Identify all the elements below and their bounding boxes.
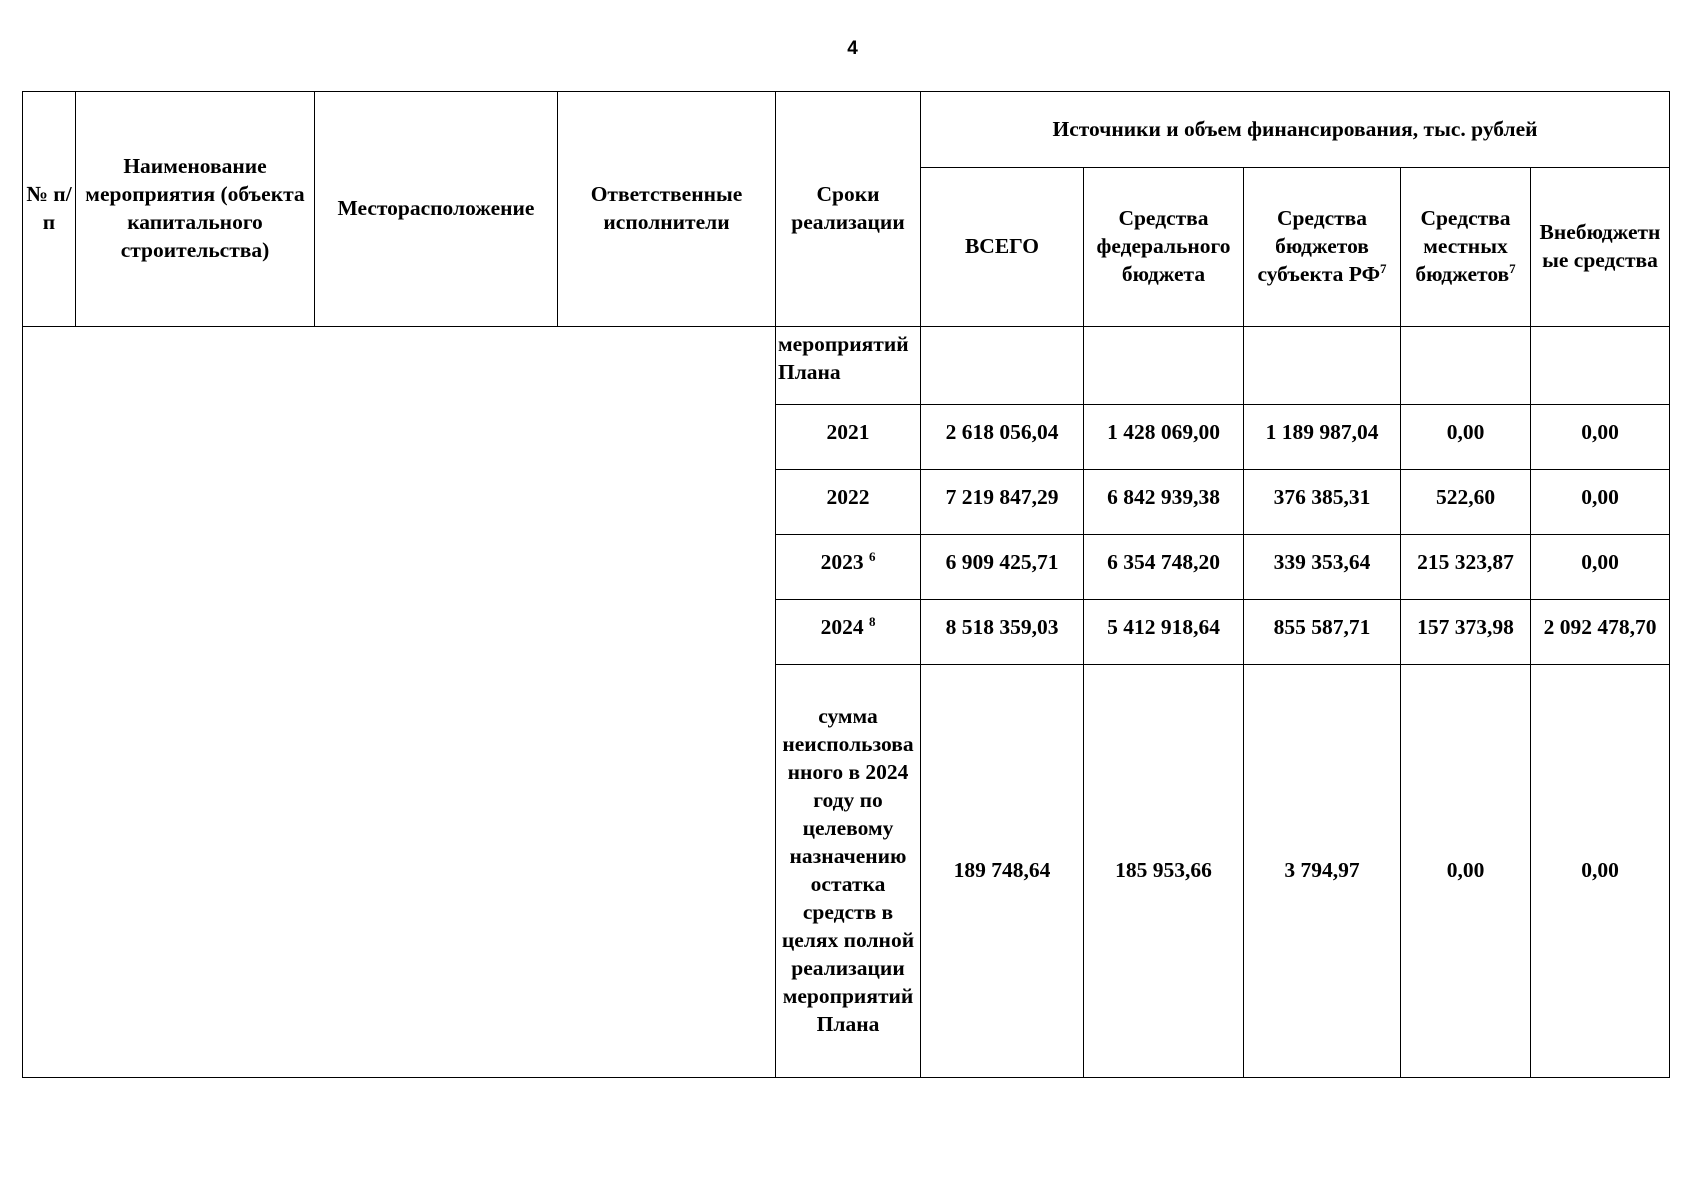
local-cell: 0,00 [1401, 405, 1531, 470]
local-cell: 157 373,98 [1401, 600, 1531, 665]
total-cell: 8 518 359,03 [921, 600, 1084, 665]
extra-cell: 0,00 [1531, 405, 1670, 470]
extra-cell: 2 092 478,70 [1531, 600, 1670, 665]
header-local-footnote: 7 [1509, 260, 1516, 276]
federal-cell: 5 412 918,64 [1084, 600, 1244, 665]
header-local-label: Средства местных бюджетов [1415, 206, 1511, 286]
header-extrabudget: Внебюджетные средства [1531, 168, 1670, 327]
period-label: 2023 [820, 550, 864, 574]
header-federal: Средства федерального бюджета [1084, 168, 1244, 327]
total-cell: 2 618 056,04 [921, 405, 1084, 470]
header-total: ВСЕГО [921, 168, 1084, 327]
period-cell [776, 600, 921, 665]
header-subject [1244, 168, 1401, 327]
header-row-1 [23, 92, 1670, 168]
header-local [1401, 168, 1531, 327]
header-location: Месторасположение [315, 92, 558, 327]
subject-cell: 3 794,97 [1244, 665, 1401, 1078]
federal-cell: 6 354 748,20 [1084, 535, 1244, 600]
total-cell: 6 909 425,71 [921, 535, 1084, 600]
local-cell: 215 323,87 [1401, 535, 1531, 600]
header-name: Наименование мероприятия (объекта капитального строительства) [76, 92, 315, 327]
period-footnote: 6 [868, 548, 876, 564]
header-sources-group: Источники и объем финансирования, тыс. рублей [921, 92, 1670, 168]
local-cell: 0,00 [1401, 665, 1531, 1078]
period-label: 2024 [820, 615, 864, 639]
extra-cell: 0,00 [1531, 665, 1670, 1078]
table-row [23, 327, 1670, 405]
period-label: 2021 [826, 420, 870, 444]
extra-cell: 0,00 [1531, 470, 1670, 535]
period-cell [776, 470, 921, 535]
header-subject-label: Средства бюджетов субъекта РФ [1257, 206, 1381, 286]
period-cell: сумма неиспользованного в 2024 году по целевому назначению остатка средств в целях полной реализации мероприятий Плана [776, 665, 921, 1078]
header-subject-footnote: 7 [1380, 260, 1387, 276]
financing-table [22, 91, 1670, 1078]
period-footnote: 8 [868, 613, 876, 629]
header-responsible: Ответственные исполнители [558, 92, 776, 327]
period-cell [776, 405, 921, 470]
subject-cell: 339 353,64 [1244, 535, 1401, 600]
subject-cell: 376 385,31 [1244, 470, 1401, 535]
federal-cell: 185 953,66 [1084, 665, 1244, 1078]
header-num: № п/п [23, 92, 76, 327]
subject-cell [1244, 327, 1401, 405]
page-number: 4 [847, 38, 858, 59]
federal-cell [1084, 327, 1244, 405]
total-cell: 189 748,64 [921, 665, 1084, 1078]
total-cell [921, 327, 1084, 405]
extra-cell [1531, 327, 1670, 405]
subject-cell: 1 189 987,04 [1244, 405, 1401, 470]
period-cell: мероприятий Плана [776, 327, 921, 405]
total-cell: 7 219 847,29 [921, 470, 1084, 535]
local-cell: 522,60 [1401, 470, 1531, 535]
subject-cell: 855 587,71 [1244, 600, 1401, 665]
blank-merged-cell [23, 327, 776, 1078]
local-cell [1401, 327, 1531, 405]
period-label: 2022 [826, 485, 870, 509]
federal-cell: 6 842 939,38 [1084, 470, 1244, 535]
extra-cell: 0,00 [1531, 535, 1670, 600]
period-cell [776, 535, 921, 600]
header-period: Сроки реализации [776, 92, 921, 327]
federal-cell: 1 428 069,00 [1084, 405, 1244, 470]
